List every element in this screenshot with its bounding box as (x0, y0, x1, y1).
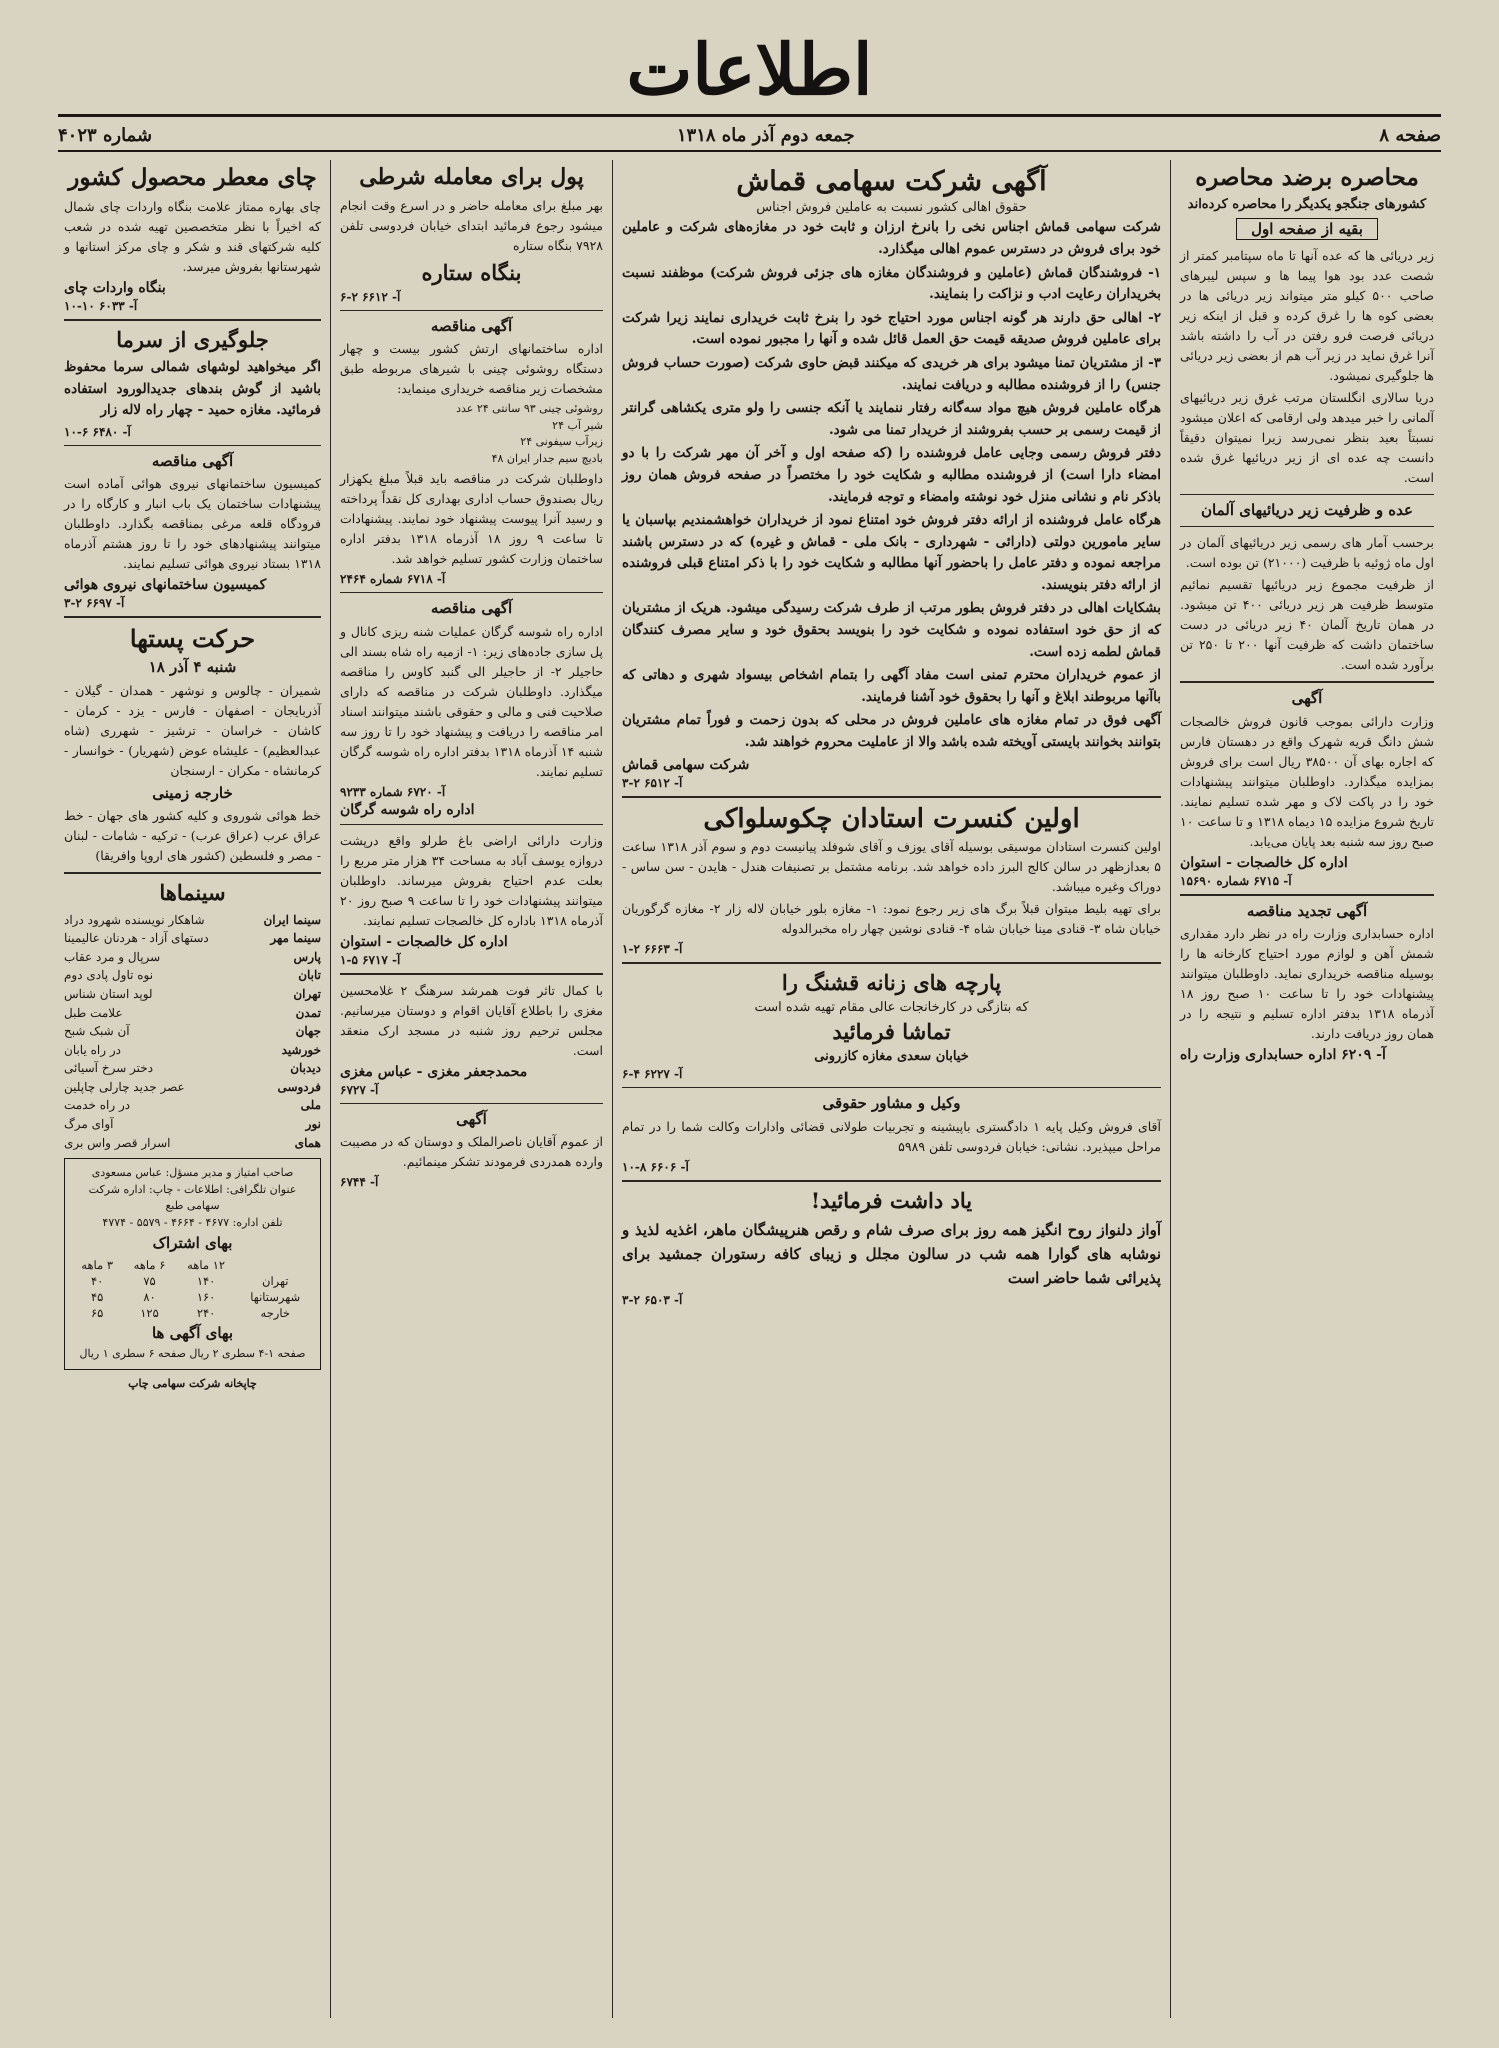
tender-body: وزارت دارائی اراضی باغ طرلو واقع درپشت دروازه یوسف آباد به مساحت ۳۴ هزار متر مربع را بعلت عدم احتیاج بفروش میرساند. داوطلبان میتوانند پیشنهادات خود را تا ساعت ۹ صبح روز ۲۰ آذرماه ۱۳۱۸ باداره کل خالصجات تسلیم نمایند. (340, 832, 604, 928)
divider (64, 872, 321, 874)
item-line: بادیچ سیم جدار ایران ۴۸ (491, 451, 603, 465)
cinema-row: سینما مهر دستهای آزاد - هردنان عالیمینا (64, 931, 321, 946)
cinema-row: تهران لوپد استان شناس (64, 986, 321, 1001)
notice-body: از عموم آقایان ناصرالملک و دوستان که در مصیبت وارده همدردی فرمودند تشکر مینمائیم. (340, 1134, 603, 1170)
lawyer-body: آقای فروش وکیل پایه ۱ دادگستری باپیشینه و تجربیات طولانی قضائی وادارات وکالت شما را در تمام مراحل میپذیرد. نشانی: خیابان فردوسی تلفن ۵۹۸۹ (622, 1118, 1161, 1154)
column-2 (614, 160, 1169, 2018)
fabric-code: آ- ۶۲۲۷ ۴-۶ (622, 1067, 683, 1082)
ad-code: آ- ۶۰۳۳ ۱۰-۱۰ (64, 298, 138, 313)
cinema-row: تمدن علامت طبل (64, 1005, 321, 1020)
fabric-address: خیابان سعدی مغازه کازرونی (814, 1049, 969, 1065)
divider (340, 1103, 603, 1104)
article-paragraph: از عموم خریداران محترم تمنی است مفاد آگهی را بتمام اشخاص بیسواد شهری و دهاتی که باآنها مربوطند ابلاغ و آنها را بحقوق خود آشنا فرمایند. (622, 667, 1161, 705)
table-row: خارجه ۲۴۰ ۱۲۵ ۶۵ (90, 1305, 290, 1320)
concert-tickets: برای تهیه بلیط میتوان قبلاً برگ های زیر رجوع نمود: ۱- مغازه بلور خیابان لاله زار ۲- مغازه گرگوریان خیابان شاه ۳- قنادی مینا خیابان شاه ۴- قنادی نوشین چهار راه مخبرالدوله (622, 900, 1161, 936)
divider (64, 616, 321, 618)
notice-body: با کمال تاثر فوت همرشد سرهنگ ۲ غلامحسین مغزی را باطلاع آقایان اقوام و دوستان میرسانیم. مجلس ترحیم روز شنبه در مسجد ارک منعقد است. (340, 982, 604, 1058)
divider (340, 973, 603, 975)
page-number: صفحه ۸ (1379, 124, 1441, 146)
tender-signature: اداره راه شوسه گرگان (340, 801, 475, 818)
article-subhead: حقوق اهالی کشور نسبت به عاملین فروش اجناس (756, 200, 1027, 216)
item-line: روشوئی چینی ۹۳ سانتی ۲۴ عدد (456, 402, 603, 416)
ad-code: آ- ۶۴۸۰ ۶-۱۰ (64, 424, 131, 439)
column-rule (330, 160, 331, 2018)
header-rule-bottom (58, 150, 1441, 152)
reminder-body: آواز دلنواز روح انگیز همه روز برای صرف شام و رقص هنرپیشگان ماهر، اغذیه لذیذ و نوشابه های گوارا همه شب در سالون مجلل و زیبای کافه رستوران جمشید برای پذیرائی شما حاضر است (622, 1221, 1161, 1288)
article-lead: شرکت سهامی قماش اجناس نخی را بانرخ ارزان و ثابت خود در مغازه‌های شرکت و عاملین خود برای فروش در دسترس عموم اهالی میگذارد. (622, 219, 1161, 257)
tender-code: آ- ۶۲۰۹ اداره حسابداری وزارت راه (1180, 1047, 1386, 1064)
ad-rates-title: بهای آگهی ها (151, 1323, 234, 1342)
tender-code: آ- ۶۷۱۸ شماره ۲۴۶۴ (340, 572, 446, 587)
article-paragraph: دفتر فروش رسمی وجایی عامل فروشنده را (که صفحه اول و آخر آن مهر شرکت را با دو امضاء دارا است) از فروشنده مطالبه و شکایت خود را مختصراً در صفحه فروش همان روز باذکر نام و نشانی منزل خود نوشته وامضاء و توجه فرمایند. (622, 445, 1161, 505)
issue-date: جمعه دوم آذر ماه ۱۳۱۸ (676, 124, 855, 146)
ad-code: آ- ۶۶۱۲ ۲-۶ (340, 289, 401, 304)
divider (622, 1087, 1161, 1088)
ad-code: آ- ۶۷۱۵ شماره ۱۵۶۹۰ (1180, 873, 1292, 888)
article-headline: محاصره برضد محاصره (1195, 164, 1419, 191)
table-row: شهرستانها ۱۶۰ ۸۰ ۴۵ (90, 1289, 301, 1304)
notice-title: آگهی (456, 1109, 487, 1128)
issue-number: شماره ۴۰۲۳ (58, 124, 153, 146)
tender-body: داوطلبان شرکت در مناقصه باید قبلاً مبلغ یکهزار ریال بصندوق حساب اداری بهداری کل نقداً پرداخته و رسید آنرا پیوست پیشنهاد خود نمایند. پیشنهادات تا ساعت ۹ روز ۱۸ آذرماه ۱۳۱۸ بدفتر اداره ساختمان وزارت کشور تسلیم خواهد شد. (340, 471, 604, 567)
ad-body: وزارت دارائی بموجب قانون فروش خالصجات شش دانگ قریه شهرک واقع در دهستان فارس که اجاره بهای آن ۳۸۵۰۰ ریال است برای فروش بمزایده میگذارد. داوطلبان میتوانند پیشنهادات خود را در پاکت لاک و مهر شده تسلیم نمایند. تاریخ شروع مزایده ۱۵ دیماه ۱۳۱۸ و تا ساعت ۱۰ صبح روز سه شنبه بعد پایان می‌یابد. (1180, 713, 1435, 849)
masthead-title: اطلاعات (626, 28, 873, 111)
brand-name: بنگاه واردات چای (64, 279, 166, 296)
reminder-title: یاد داشت فرمائید! (810, 1187, 973, 1213)
divider (622, 962, 1161, 964)
ad-rates-body: صفحه ۱-۴ سطری ۲ ریال صفحه ۶ سطری ۱ ریال (79, 1347, 306, 1361)
cinema-row: سینما ایران شاهکار نویسنده شهرود دراد (64, 912, 321, 927)
imprint-phone: تلفن اداره: ۴۶۷۷ - ۴۶۶۴ - ۵۵۷۹ - ۴۷۷۴ (102, 1215, 283, 1229)
tender-signature: اداره کل خالصجات - استوان (340, 933, 508, 950)
tender-code: آ- ۶۶۹۷ ۲-۳ (64, 596, 125, 611)
subscription-title: بهای اشتراک (152, 1234, 233, 1253)
divider (622, 1180, 1161, 1182)
article-paragraph: برحسب آمار های رسمی زیر دریائیهای آلمان در اول ماه ژوئیه با ظرفیت (۲۱۰۰۰) تن بوده است. (1180, 535, 1434, 571)
article-headline: آگهی شرکت سهامی قماش (736, 166, 1047, 197)
divider (340, 592, 603, 593)
article-paragraph: هرگاه عامل فروشنده از ارائه دفتر فروش خود امتناع نمود از خریداران خواهشمندیم بپاسبان یا سایر مامورین دولتی (دارائی - شهرداری - بانک ملی - قماش و غیره) که در دسترس باشند مراجعه نموده و دفتر عامل را باحضور آنها مطالبه و شکایت خود را با ذکر امتناع قبلی فروشنده از ارائه دفتر بنویسند. (622, 512, 1161, 593)
tender-signature: کمیسیون ساختمانهای نیروی هوائی (64, 577, 267, 594)
divider (622, 796, 1161, 798)
cinema-row: فردوسی عصر جدید چارلی چاپلین (64, 1079, 321, 1094)
ad-title: آگهی (1291, 689, 1323, 708)
fabric-subtitle: که بتازگی در کارخانجات عالی مقام تهیه شده است (754, 1000, 1029, 1016)
ad-body: اگر میخواهید لوشهای شمالی سرما محفوظ باشید از گوش بندهای جدیدالورود استفاده فرمائید. مغازه حمید - چهار راه لاله زار (64, 359, 321, 419)
column-rule (1170, 160, 1171, 2018)
table-row: ۱۲ ماهه ۶ ماهه ۳ ماهه (81, 1257, 226, 1272)
post-schedule-day: شنبه ۴ آذر ۱۸ (148, 658, 237, 677)
concert-code: آ- ۶۶۶۳ ۲-۱ (622, 941, 683, 956)
tender-code: آ- ۶۷۲۰ شماره ۹۲۳۳ (340, 784, 446, 799)
tender-body: اداره حسابداری وزارت راه در نظر دارد مقداری شمش آهن و لوازم مورد احتیاج کارخانه ها را بوسیله مناقصه خریداری نماید. داوطلبان میتوانند پیشنهادات خود را تا ساعت ۱۰ صبح روز ۱۸ آذرماه ۱۳۱۸ بدفتر اداره تسلیم و نتیجه را در همان روز دریافت دارند. (1180, 926, 1435, 1042)
ad-body: بهر مبلغ برای معامله حاضر و در اسرع وقت انجام میشود رجوع فرمائید ابتدای خیابان فردوسی تلفن ۷۹۲۸ بنگاه ستاره (340, 197, 603, 253)
fabric-cta: تماشا فرمائید (832, 1019, 951, 1045)
imprint-owner: صاحب امتیاز و مدیر مسؤل: عباس مسعودی (91, 1166, 294, 1180)
tender-title: آگهی مناقصه (430, 599, 513, 618)
article-headline: چای معطر محصول کشور (68, 164, 317, 191)
item-line: شیر آب ۲۴ (552, 418, 603, 432)
cinema-row: دیدبان دختر سرخ آسیائی (64, 1061, 321, 1076)
column-3 (332, 160, 611, 2018)
divider (1180, 494, 1434, 495)
imprint-box (64, 1158, 321, 1370)
divider (1180, 526, 1434, 527)
tender-body: اداره راه شوسه گرگان عملیات شنه ریزی کانال و پل سازی جاده‌های زیر: ۱- ازمیه راه شاه بسند الی حاجیلر ۲- از حاجیلر الی گنبد کاوس را مناقصه میگذارد. داوطلبان شرکت در مناقصه که دارای صلاحیت فنی و مالی و حقوقی باشند میتوانند اسناد امر مناقصه را دریافت و پیشنهاد خود را تا روز سه شنبه ۱۴ آذرماه ۱۳۱۸ بدفتر اداره راه شوسه گرگان تسلیم نمایند. (340, 623, 604, 779)
brand-name: بنگاه ستاره (421, 259, 522, 285)
ad-body: چای بهاره ممتاز علامت بنگاه واردات چای شمال که اخیراً با نظر متخصصین تهیه شده در شعب کلیه شرکتهای قند و شکر و چای مرکز استانها و شهرستانها بفروش میرسد. (64, 198, 321, 274)
notice-code: آ- ۶۷۲۷ (340, 1082, 379, 1097)
cinema-title: سینماها (159, 880, 226, 906)
article-paragraph: زیر دریائی ها که عده آنها تا ماه سپتامبر کمتر از شصت عدد بود هوا پیما ها و سپس لیبرهای صاحب ۵۰۰ کیلو متر میتواند زیر دریائی ها در بعضی کوه ها را غرق کرده و قبل از اینکه زیر دریائی فرصت فرو رفتن در آب را داشته باشد آنرا غرق نماید در زیر آب هم از بعضی زیر دریائی ها جلوگیری نمیشود. (1180, 247, 1434, 383)
lawyer-title: وکیل و مشاور حقوقی (822, 1094, 961, 1113)
fabric-title: پارچه های زنانه قشنگ را (781, 969, 1002, 995)
article-headline: جلوگیری از سرما (116, 326, 269, 352)
folio-bar (58, 122, 1441, 148)
post-schedule-title: حرکت پستها (129, 624, 256, 654)
tender-body: کمیسیون ساختمانهای نیروی هوائی آماده است پیشنهادات ساختمان یک باب انبار و کارگاه را در فرودگاه قلعه مرغی بمناقصه بگذارد. داوطلبان میتوانند پیشنهادهای خود را تا روز هشتم آذرماه ۱۳۱۸ بستاد نیروی هوائی تسلیم نمایند. (64, 476, 321, 572)
article-paragraph: هرگاه عاملین فروش هیچ مواد سه‌گانه رفتار ننمایند یا آنکه جنسی را ولو متری یکشاهی گرانتر از قیمت رسمی بر حسب بفروشند از خریدار تمنا می شود. (622, 400, 1161, 438)
cinema-row: تابان نوه تاول پادی دوم (64, 968, 321, 983)
post-schedule-body: شمیران - چالوس و نوشهر - همدان - گیلان - آذربایجان - اصفهان - فارس - یزد - کرمان - کاشان - خراسان - ترشیز - شهرری (شاه عبدالعظیم) - علیشاه عوض (شهریار) - خوانسار - کرمانشاه - مکران - ارسنجان (64, 682, 321, 778)
divider (1180, 681, 1434, 683)
ad-code: آ- ۶۵۱۲ ۲-۳ (622, 775, 683, 790)
column-4 (56, 160, 329, 2018)
continued-label: بقیه از صفحه اول (1236, 218, 1378, 240)
divider (340, 310, 603, 311)
notice-code: آ- ۶۷۴۴ (340, 1175, 379, 1190)
cinema-row: نور آوای مرگ (64, 1117, 321, 1132)
cinema-row: جهان آن شبک شبح (64, 1024, 321, 1039)
divider (1180, 894, 1434, 896)
tender-code: آ- ۶۷۱۷ ۵-۱ (340, 952, 401, 967)
divider (340, 824, 603, 825)
notice-signature: محمدجعفر مغزی - عباس مغزی (340, 1063, 528, 1080)
cinema-row: ملی در راه خدمت (64, 1098, 321, 1113)
article-paragraph: آگهی فوق در تمام مغازه های عاملین فروش در محلی که بدون زحمت و فوراً تمام مشتریان بتوانند بخوانند بایستی آویخته شده باشد والا از عاملیت محروم خواهند شد. (622, 712, 1161, 751)
tender-title: آگهی مناقصه (151, 451, 234, 470)
item-line: زیرآب سیفونی ۲۴ (520, 435, 603, 449)
concert-body: اولین کنسرت استادان موسیقی بوسیله آقای یوزف و آقای شوفلد پیانیست دوم و سوم آذر ۱۳۱۸ ساعت ۵ بعدازظهر در سالن کالج البرز داده خواهد شد. برنامه مشتمل بر تصنیفات هندل - هایدن - سن ساس - دوراک وغیره میباشد. (622, 838, 1161, 894)
reminder-code: آ- ۶۵۰۳ ۲-۳ (622, 1293, 683, 1308)
article-paragraph: ۲- اهالی حق دارند هر گونه اجناس مورد احتیاج خود را بنرخ ثابت خریداری نمایند زیرا شرکت برای عاملین فروش صدیقه قیمت حق العمل قائل شده و آنها را مجبور نموده است. (622, 309, 1161, 348)
subscription-table (71, 1257, 314, 1321)
article-paragraph: بشکایات اهالی در دفتر فروش بطور مرتب از طرف شرکت رسیدگی میشود. هریک از مشتریان که از حق خود استفاده نموده و شکایت خود را بنویسد بحقوق خود و سایر مصرف کنندگان قماش لطمه زده است. (622, 600, 1161, 660)
post-foreign-heading: خارجه زمینی (152, 783, 233, 802)
tender-title: آگهی مناقصه (430, 316, 513, 335)
article-paragraph: دریا سالاری انگلستان مرتب غرق زیر دریائیهای آلمانی را خبر میدهد ولی ارقامی که اعلان میشود نسبتاً بعید بنظر نمی‌رسد زیرا نمیتوان دقیقاً دانست چه عده ای از زیر دریائیها غرق شده است. (1180, 389, 1434, 485)
divider (64, 445, 321, 446)
cinema-list (64, 911, 321, 1153)
cinema-row: همای اسرار قصر واس بری (64, 1135, 321, 1150)
section-heading: عده و ظرفیت زیر دریائیهای آلمان (1201, 500, 1413, 519)
cinema-row: خورشید در راه یابان (64, 1042, 321, 1057)
article-headline: پول برای معامله شرطی (359, 164, 584, 190)
cinema-row: پارس سرپال و مرد عقاب (64, 949, 321, 964)
printer-footer: چاپخانه شرکت سهامی چاپ (128, 1376, 257, 1390)
tender-title: آگهی تجدید مناقصه (1246, 901, 1368, 920)
article-subhead: کشورهای جنگجو یکدیگر را محاصره کرده‌اند (1187, 196, 1427, 212)
article-paragraph: ۳- از مشتریان تمنا میشود برای هر خریدی که میکنند قبض حاوی شرکت (صورت حساب فروش جنس) را از فروشنده مطالبه و دریافت نمایند. (622, 354, 1161, 393)
post-foreign-body: خط هوائی شوروی و کلیه کشور های جهان - خط عراق عرب (عراق عرب) - ترکیه - شامات - لبنان - مصر و فلسطین (کشور های اروپا وافریقا) (64, 808, 321, 864)
concert-title: اولین کنسرت استادان چکوسلواکی (703, 803, 1080, 834)
lawyer-code: آ- ۶۶۰۶ ۸-۱۰ (622, 1159, 689, 1174)
column-rule (612, 160, 613, 2018)
article-paragraph: از ظرفیت مجموع زیر دریائیها تقسیم نمائیم متوسط ظرفیت هر زیر دریائی ۴۰۰ تن میشود. در همان تاریخ آلمان ۴۰ زیر دریائی در دست ساختمان داشت که ظرفیت آنها ۲۰۰ تا ۲۵۰ تن برآورد شده است. (1180, 577, 1435, 673)
imprint-address: عنوان تلگرافی: اطلاعات - چاپ: اداره شرکت سهامی طبع (88, 1182, 297, 1213)
tender-body: اداره ساختمانهای ارتش کشور بیست و چهار دستگاه روشوئی چینی با شیرهای مربوطه طبق مشخصات زیر مناقصه خریداری مینماید: (340, 341, 603, 397)
column-1 (1172, 160, 1442, 2018)
ad-signature: شرکت سهامی قماش (622, 756, 750, 773)
header-rule-top (58, 114, 1441, 117)
table-row: تهران ۱۴۰ ۷۵ ۴۰ (90, 1273, 289, 1288)
article-paragraph: ۱- فروشندگان قماش (عاملین و فروشندگان مغازه های جزئی فروش شرکت) موظفند نسبت بخریداران رعایت ادب و نزاکت را بنمایند. (622, 264, 1161, 303)
ad-signature: اداره کل خالصجات - استوان (1180, 854, 1348, 871)
divider (64, 319, 321, 321)
